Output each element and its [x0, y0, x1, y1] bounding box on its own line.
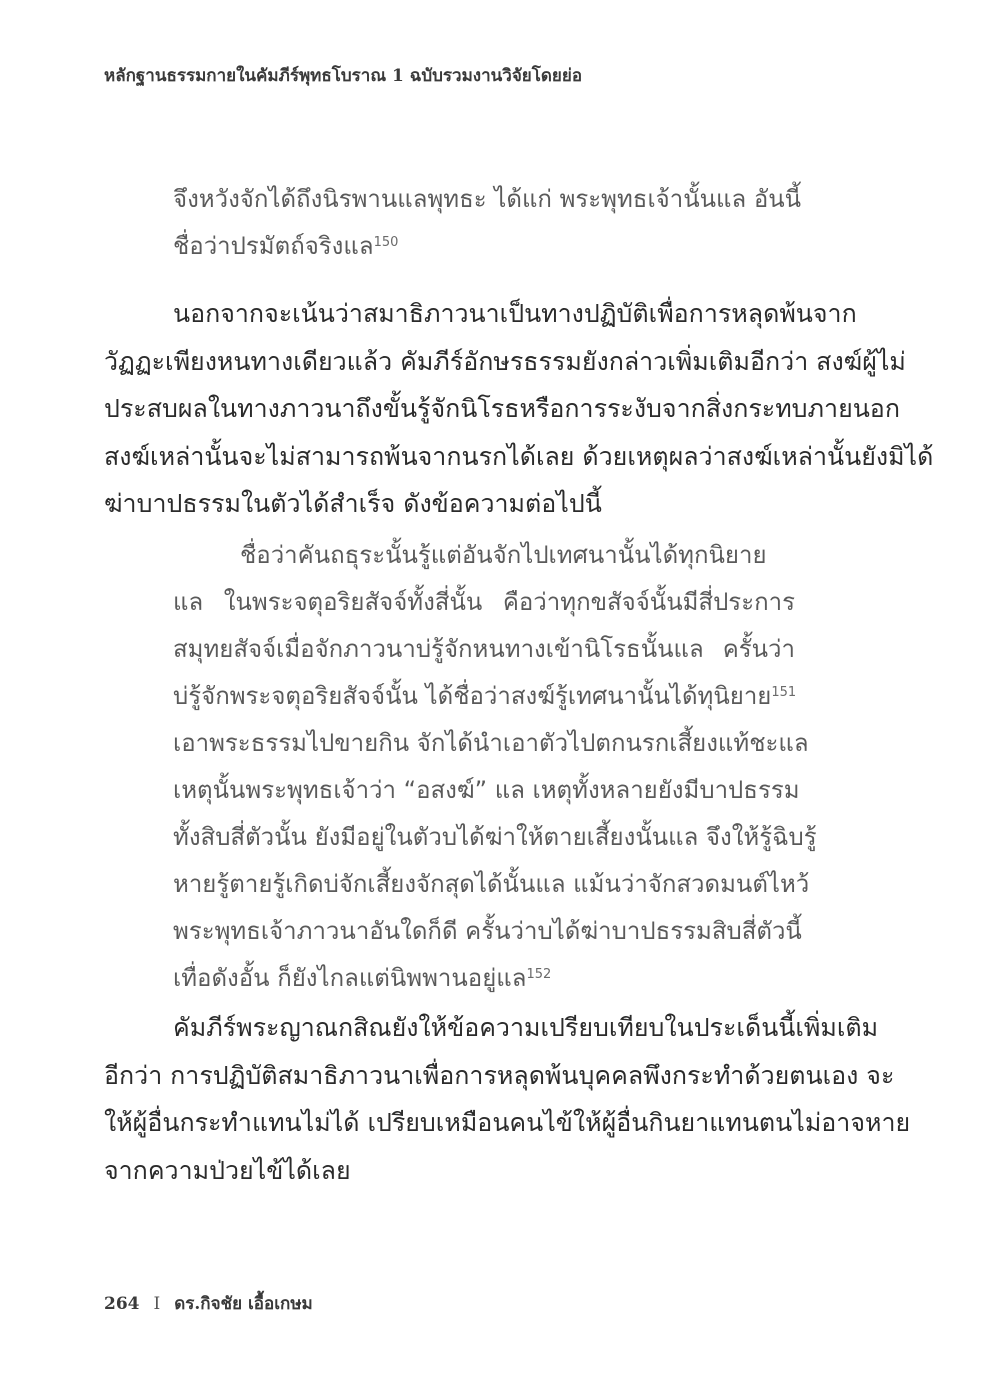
footnote-ref-151[interactable]: 151 — [771, 685, 797, 700]
quote-2-line: ทั้งสิบสี่ตัวนั้น ยังมีอยู่ในตัวบได้ฆ่าให้ตายเสี้ยงนั้นแล จึงให้รู้ฉิบรู้ — [173, 823, 817, 851]
quote-2-line: ชื่อว่าคันถธุระนั้นรู้แต่อันจักไปเทศนานั้นได้ทุกนิยาย — [240, 541, 767, 569]
paragraph-2-line: จากความป่วยไข้ได้เลย — [104, 1155, 351, 1185]
paragraph-2 — [104, 1004, 911, 1194]
page-footer — [104, 1290, 313, 1317]
paragraph-1 — [104, 290, 934, 528]
paragraph-2-line: ให้ผู้อื่นกระทำแทนไม่ได้ เปรียบเหมือนคนไข้ให้ผู้อื่นกินยาแทนตนไม่อาจหาย — [104, 1108, 911, 1137]
quote-1-line-with-footnote — [173, 223, 813, 270]
quote-2-line: สมุทยสัจจ์เมื่อจักภาวนาบ่รู้จักหนทางเข้านิโรธนั้นแล ครั้นว่า — [173, 635, 795, 663]
quote-2-line-with-footnote — [173, 673, 795, 720]
quote-2-line: เหตุนั้นพระพุทธเจ้าว่า “อสงฆ์” แล เหตุทั้งหลายยังมีบาปธรรม — [173, 776, 800, 804]
paragraph-1-line: สงฆ์เหล่านั้นจะไม่สามารถพ้นจากนรกได้เลย ด้วยเหตุผลว่าสงฆ์เหล่านั้นยังมิได้ — [104, 441, 934, 471]
author-name: ดร.กิจชัย เอื้อเกษม — [174, 1294, 313, 1314]
running-header: หลักฐานธรรมกายในคัมภีร์พุทธโบราณ 1 ฉบับรวมงานวิจัยโดยย่อ — [104, 66, 583, 86]
paragraph-1-line: นอกจากจะเน้นว่าสมาธิภาวนาเป็นทางปฏิบัติเพื่อการหลุดพ้นจาก — [173, 299, 857, 328]
paragraph-1-line: ประสบผลในทางภาวนาถึงขั้นรู้จักนิโรธหรือการระงับจากสิ่งกระทบภายนอก — [104, 394, 900, 423]
quote-2-line: หายรู้ตายรู้เกิดบ่จักเสี้ยงจักสุดได้นั้นแล แม้นว่าจักสวดมนต์ไหว้ — [173, 870, 810, 898]
page-number: 264 — [104, 1294, 140, 1314]
paragraph-2-line: คัมภีร์พระญาณกสิณยังให้ข้อความเปรียบเทียบในประเด็นนี้เพิ่มเติม — [173, 1013, 879, 1042]
quote-2-line: เอาพระธรรมไปขายกิน จักได้นำเอาตัวไปตกนรกเสี้ยงแท้ชะแล — [173, 729, 809, 757]
footer-separator: I — [153, 1294, 161, 1314]
paragraph-1-line: ฆ่าบาปธรรมในตัวได้สำเร็จ ดังข้อความต่อไปนี้ — [104, 489, 602, 518]
quote-1-line: ชื่อว่าปรมัตถ์จริงแล — [173, 232, 374, 260]
footnote-ref-150[interactable]: 150 — [373, 235, 399, 250]
paragraph-1-line: วัฏฏะเพียงหนทางเดียวแล้ว คัมภีร์อักษรธรรมยังกล่าวเพิ่มเติมอีกว่า สงฆ์ผู้ไม่ — [104, 346, 906, 376]
quote-2-line: บ่รู้จักพระจตุอริยสัจจ์นั้น ได้ชื่อว่าสงฆ์รู้เทศนานั้นได้ทุนิยาย — [173, 682, 772, 710]
footnote-ref-152[interactable]: 152 — [526, 967, 552, 982]
quote-1-line: จึงหวังจักได้ถึงนิรพานแลพุทธะ ได้แก่ พระพุทธเจ้านั้นแล อันนี้ — [173, 185, 802, 213]
block-quote-2 — [173, 532, 817, 1002]
block-quote-1 — [173, 176, 813, 270]
paragraph-2-line: อีกว่า การปฏิบัติสมาธิภาวนาเพื่อการหลุดพ้นบุคคลพึงกระทำด้วยตนเอง จะ — [104, 1060, 895, 1090]
quote-2-line: พระพุทธเจ้าภาวนาอันใดก็ดี ครั้นว่าบได้ฆ่าบาปธรรมสิบสี่ตัวนี้ — [173, 917, 802, 945]
quote-2-line: เทื่อดังอั้น ก็ยังไกลแต่นิพพานอยู่แล — [173, 964, 527, 992]
quote-2-line-with-footnote — [173, 955, 795, 1002]
quote-2-line: แล ในพระจตุอริยสัจจ์ทั้งสี่นั้น คือว่าทุกขสัจจ์นั้นมีสี่ประการ — [173, 588, 795, 616]
